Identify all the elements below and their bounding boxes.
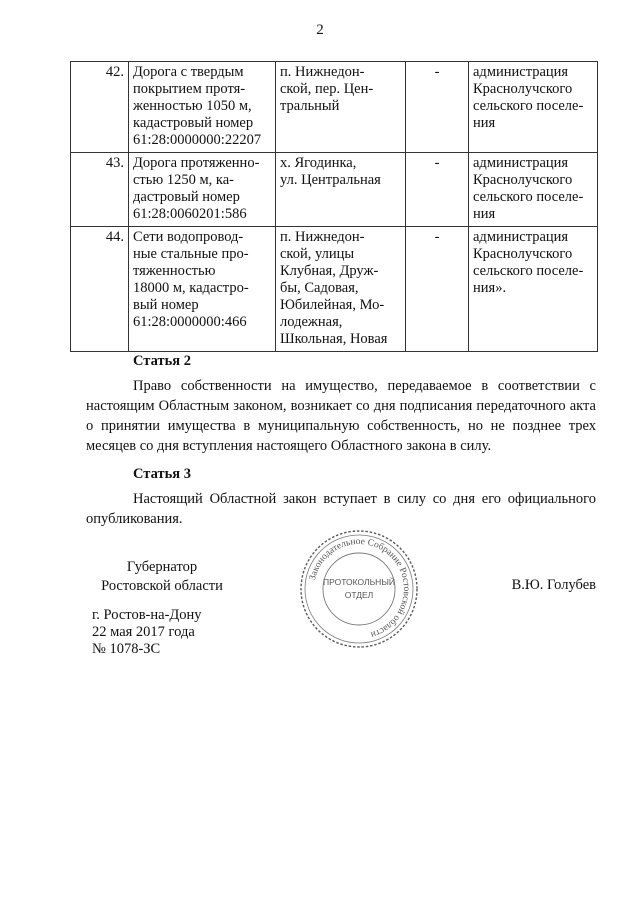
object-name-line: Сети водопровод- xyxy=(133,229,244,245)
table-row xyxy=(71,153,598,227)
seal-center-line-1: ПРОТОКОЛЬНЫЙ xyxy=(323,577,395,587)
object-name-line: ные стальные про- xyxy=(133,246,249,262)
object-address-line: п. Нижнедон- xyxy=(280,229,365,245)
object-address-cell xyxy=(276,62,406,153)
object-name-line: 61:28:0000000:22207 xyxy=(133,132,262,148)
object-address-line: Юбилейная, Мо- xyxy=(280,297,385,313)
object-name-cell xyxy=(129,153,276,227)
object-name-line: стью 1250 м, ка- xyxy=(133,172,234,188)
object-address-line: Школьная, Новая xyxy=(280,331,388,347)
object-name-line: 61:28:0000000:466 xyxy=(133,314,247,330)
property-table xyxy=(70,61,598,352)
object-name-cell xyxy=(129,62,276,153)
holder-line: администрация xyxy=(473,64,569,80)
page-number: 2 xyxy=(316,22,324,38)
object-name-line: вый номер xyxy=(133,297,199,313)
holder-line: администрация xyxy=(473,155,569,171)
holder-line: сельского поселе- xyxy=(473,263,584,279)
place-date-block xyxy=(92,607,202,658)
object-address-cell xyxy=(276,153,406,227)
object-address-line: п. Нижнедон- xyxy=(280,64,365,80)
holder-cell xyxy=(469,227,598,352)
holder-line: ния xyxy=(473,206,496,222)
holder-cell xyxy=(469,153,598,227)
object-name-line: 18000 м, кадастро- xyxy=(133,280,249,296)
signer-title xyxy=(92,558,232,596)
row-number: 44. xyxy=(71,227,129,352)
table-row xyxy=(71,62,598,153)
row-number: 42. xyxy=(71,62,129,153)
signer-name: В.Ю. Голубев xyxy=(511,577,596,593)
place-city: г. Ростов-на-Дону xyxy=(92,607,202,623)
object-address-line: тральный xyxy=(280,98,340,114)
object-address-line: лодежная, xyxy=(280,314,343,330)
object-address-line: х. Ягодинка, xyxy=(280,155,357,171)
seal-center-line-2: ОТДЕЛ xyxy=(344,590,374,600)
table-row xyxy=(71,227,598,352)
object-name-line: 61:28:0060201:586 xyxy=(133,206,247,222)
holder-line: Краснолучского xyxy=(473,172,573,188)
article-2-text: Право собственности на имущество, передаваемое в соответствии с настоящим Областным законом, возникает со дня подписания передаточного акта о принятии имущества в муниципальную собственность, но не позднее трех месяцев со дня вступления настоящего Областного закона в силу. xyxy=(86,378,596,454)
official-seal xyxy=(298,528,420,650)
dash-cell: - xyxy=(406,62,469,153)
object-name-line: дастровый номер xyxy=(133,189,240,205)
object-address-line: Клубная, Друж- xyxy=(280,263,379,279)
object-name-cell xyxy=(129,227,276,352)
holder-line: Краснолучского xyxy=(473,246,573,262)
article-3-text: Настоящий Областной закон вступает в силу со дня его официального опубликования. xyxy=(86,491,596,527)
article-3-heading: Статья 3 xyxy=(133,466,191,482)
holder-line: ния xyxy=(473,115,496,131)
holder-line: сельского поселе- xyxy=(473,98,584,114)
object-address-cell xyxy=(276,227,406,352)
object-address-line: ул. Центральная xyxy=(280,172,381,188)
holder-cell xyxy=(469,62,598,153)
signer-title-line-2: Ростовской области xyxy=(101,578,223,594)
law-number: № 1078-ЗС xyxy=(92,641,161,657)
holder-line: Краснолучского xyxy=(473,81,573,97)
dash-cell: - xyxy=(406,227,469,352)
object-name-line: Дорога с твердым xyxy=(133,64,244,80)
object-name-line: женностью 1050 м, xyxy=(133,98,252,114)
object-name-line: тяженностью xyxy=(133,263,216,279)
object-address-line: бы, Садовая, xyxy=(280,280,359,296)
object-name-line: покрытием протя- xyxy=(133,81,246,97)
place-date: 22 мая 2017 года xyxy=(92,624,195,640)
object-name-line: кадастровый номер xyxy=(133,115,254,131)
holder-line: ния». xyxy=(473,280,507,296)
object-address-line: ской, улицы xyxy=(280,246,355,262)
seal-ring-text: Законодательное Собрание Ростовской области xyxy=(307,536,412,640)
article-2-heading: Статья 2 xyxy=(133,353,191,369)
holder-line: администрация xyxy=(473,229,569,245)
holder-line: сельского поселе- xyxy=(473,189,584,205)
signer-title-line-1: Губернатор xyxy=(126,559,198,575)
row-number: 43. xyxy=(71,153,129,227)
object-address-line: ской, пер. Цен- xyxy=(280,81,374,97)
dash-cell: - xyxy=(406,153,469,227)
object-name-line: Дорога протяженно- xyxy=(133,155,260,171)
